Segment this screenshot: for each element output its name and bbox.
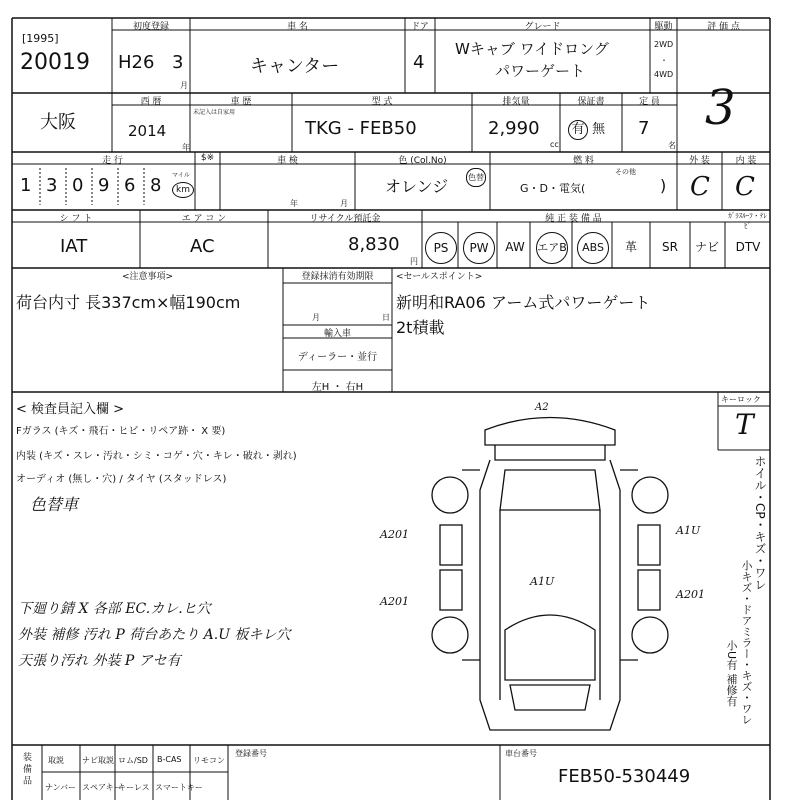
handwritten-note1: 色替車 (30, 495, 79, 514)
item-bcas: B-CAS (157, 755, 182, 764)
keylock-label: キーロック (721, 395, 761, 404)
item-navi-manual: ナビ取説 (82, 756, 114, 765)
equip-dtv: DTV (735, 240, 761, 254)
grade-line1: Wキャブ ワイドロング (455, 40, 609, 58)
history-sub: 未記入は自家用 (193, 109, 236, 116)
sales-line1: 新明和RA06 アーム式パワーゲート (396, 293, 651, 312)
lot-number: 20019 (20, 50, 90, 75)
sales-line2: 2t積載 (396, 318, 445, 337)
damage-mark-left-rear: A201 (380, 595, 409, 608)
hdr-recycle: リサイクル預託金 (309, 214, 381, 224)
handwritten-note4: 天張り汚れ 外装 P アセ有 (18, 653, 181, 669)
hdr-unit: $※ (200, 153, 215, 163)
mileage-digit: 3 (46, 175, 58, 196)
hdr-car-name: 車 名 (287, 22, 308, 32)
hdr-history: 車 歴 (230, 97, 252, 107)
hdr-year: 西 暦 (140, 97, 162, 107)
interior-grade: C (735, 172, 755, 202)
displacement: 2,990 (488, 118, 540, 139)
mileage-unit-mile: マイル (172, 172, 190, 179)
first-reg-month: 3 (172, 52, 184, 73)
equipment-row-label: 装 備 品 (21, 752, 31, 785)
hdr-model-code: 型 式 (371, 97, 393, 107)
capacity-unit: 名 (668, 141, 676, 150)
dealer-label: ディーラー・並行 (297, 352, 378, 363)
damage-mark-body: A1U (530, 575, 555, 588)
equip-ps: PS (425, 232, 457, 264)
item-spare-key: スペアキー (82, 783, 122, 792)
item-number: ナンバー (45, 783, 77, 792)
hdr-glass-tv: ｶﾞﾗｽﾙｰﾌ・ﾃﾚﾋﾞ (728, 212, 767, 230)
insp-month-unit: 月 (340, 199, 348, 208)
inspector-line1: Fガラス (キズ・飛石・ヒビ・リペア跡・ X 要) (16, 426, 226, 437)
item-manual: 取説 (48, 756, 64, 765)
hdr-equipment: 純 正 装 備 品 (545, 214, 602, 224)
year-unit: 年 (182, 143, 190, 152)
legend-repair: 小U有 補修有 (725, 640, 738, 707)
chassis-label: 車台番号 (505, 749, 537, 758)
recycle-fee: 8,830 (348, 234, 400, 255)
hdr-grade: グレード (524, 22, 561, 32)
damage-mark-right-front: A1U (676, 524, 701, 537)
location: 大阪 (40, 112, 76, 133)
drive-4wd: 4WD (654, 70, 674, 79)
item-rom-sd: ロム/SD (118, 756, 148, 765)
eval-score: 3 (705, 80, 736, 136)
item-keyless: キーレス (118, 783, 150, 792)
body-color: オレンジ (385, 177, 449, 196)
vehicle-diagram (420, 400, 680, 740)
month-unit: 月 (180, 81, 188, 90)
handle-label: 左H ・ 右H (311, 382, 364, 393)
capacity: 7 (638, 118, 650, 139)
item-smart-key: スマートキー (155, 783, 203, 792)
equip-leather: 革 (624, 240, 637, 254)
hdr-ac: エ ア コ ン (181, 214, 227, 224)
equip-pw: PW (463, 232, 495, 264)
shift-type: IAT (60, 236, 88, 257)
item-remote: リモコン (193, 756, 225, 765)
drive-2wd: 2WD (654, 40, 674, 49)
mileage-digit: 6 (124, 175, 136, 196)
damage-mark-right-rear: A201 (676, 588, 705, 601)
damage-mark-front: A2 (535, 402, 549, 413)
hdr-capacity: 定 員 (639, 97, 660, 107)
hdr-shift: シ フ ト (59, 214, 93, 224)
hdr-fuel: 燃 料 (573, 156, 594, 166)
hdr-eval: 評 価 点 (707, 22, 740, 32)
inspector-title: < 検査員記入欄 > (16, 402, 125, 417)
equip-sr: SR (662, 240, 678, 254)
drive-dot: ・ (660, 56, 668, 65)
hdr-doors: ドア (411, 22, 429, 32)
exterior-grade: C (690, 172, 710, 202)
chassis-number: FEB50-530449 (558, 766, 691, 787)
year-label: [1995] (22, 32, 59, 45)
notes-text: 荷台内寸 長337cm×幅190cm (16, 293, 241, 312)
handwritten-note2: 下廻り錆 X 各部 EC.カレ.ヒ穴 (18, 601, 211, 617)
hdr-mileage: 走 行 (102, 156, 123, 166)
warranty-no: 無 (592, 122, 606, 137)
grade-line2: パワーゲート (495, 62, 586, 80)
insp-year-unit: 年 (290, 199, 298, 208)
ac-type: AC (190, 236, 215, 257)
mileage-digit: 1 (20, 175, 32, 196)
mileage-digit: 8 (150, 175, 162, 196)
hdr-inspection: 車 検 (277, 156, 298, 166)
deadline-month: 月 (312, 313, 320, 322)
deadline-day: 日 (382, 313, 390, 322)
hdr-interior: 内 装 (735, 156, 757, 166)
warranty (568, 118, 605, 140)
legend-wheel: ホイル・CP・キズ・ワレ (753, 455, 767, 591)
equip-abs: ABS (577, 232, 609, 264)
equip-navi: ナビ (694, 240, 719, 254)
inspector-line2: 内装 (キズ・スレ・汚れ・シミ・コゲ・穴・キレ・破れ・剥れ) (16, 451, 297, 462)
hdr-drive: 駆動 (654, 22, 673, 32)
warranty-yes: 有 (568, 120, 588, 140)
hdr-reg-deadline: 登録抹消有効期限 (301, 272, 374, 282)
model-code: TKG - FEB50 (305, 118, 417, 139)
fuel-close: ) (660, 176, 667, 195)
fuel-other-label: その他 (615, 168, 636, 176)
hdr-displacement: 排気量 (502, 97, 530, 107)
yen-unit: 円 (410, 257, 418, 266)
equip-aw: AW (505, 240, 525, 254)
equip-airbag: エアB (536, 232, 568, 264)
handwritten-note3: 外装 補修 汚れ P 荷台あたり A.U 板キレ穴 (18, 627, 291, 643)
legend-mirror: 小キズ・ドアミラー・キズ・ワレ (740, 560, 753, 725)
hdr-sales-point: <セールスポイント> (396, 272, 483, 282)
hdr-color: 色 (Col.No) (398, 156, 447, 166)
door-count: 4 (413, 52, 425, 73)
keylock-value: T (735, 408, 754, 441)
damage-mark-left-front: A201 (380, 528, 409, 541)
hdr-exterior: 外 装 (689, 156, 710, 166)
cc-unit: cc (550, 140, 559, 149)
fuel-options: G・D・電気( (520, 182, 586, 195)
inspector-line3: オーディオ (無し・穴) / タイヤ (スタッドレス) (16, 474, 227, 485)
car-name: キャンター (250, 56, 340, 77)
model-year: 2014 (128, 122, 167, 140)
color-change-mark: 色替 (466, 168, 486, 187)
reg-number-label: 登録番号 (235, 749, 267, 758)
import-label: 輸入車 (323, 329, 351, 339)
mileage-digit: 0 (72, 175, 84, 196)
mileage-unit-km: km (172, 182, 194, 198)
hdr-warranty: 保証書 (577, 97, 605, 107)
mileage-digit: 9 (98, 175, 110, 196)
hdr-notes: <注意事項> (121, 272, 174, 282)
hdr-first-reg: 初度登録 (132, 22, 169, 32)
first-reg-era: H26 (118, 52, 155, 73)
